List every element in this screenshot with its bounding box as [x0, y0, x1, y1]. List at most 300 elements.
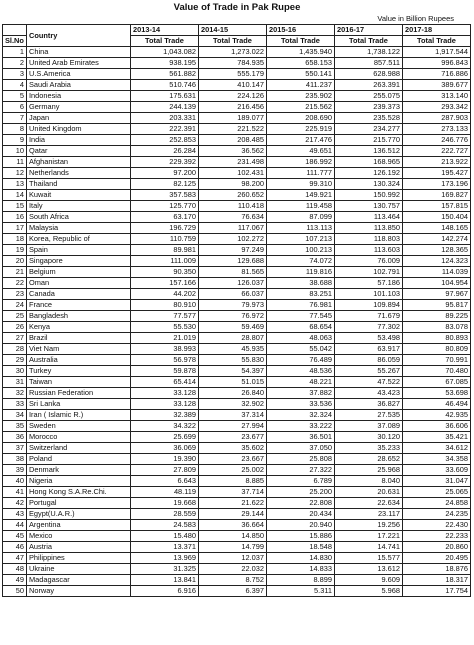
table-row [3, 432, 471, 443]
row-value: 27.809 [131, 465, 199, 476]
row-value: 89.981 [131, 245, 199, 256]
row-serial-number: 9 [3, 135, 27, 146]
row-value: 55.530 [131, 322, 199, 333]
row-value: 14.799 [199, 542, 267, 553]
row-country: Spain [27, 245, 131, 256]
row-value: 28.652 [335, 454, 403, 465]
row-value: 99.310 [267, 179, 335, 190]
row-value: 1,435.940 [267, 47, 335, 58]
row-value: 260.652 [199, 190, 267, 201]
row-value: 8.899 [267, 575, 335, 586]
row-value: 36.069 [131, 443, 199, 454]
row-serial-number: 43 [3, 509, 27, 520]
row-serial-number: 14 [3, 190, 27, 201]
row-value: 18.876 [403, 564, 471, 575]
table-row [3, 267, 471, 278]
row-value: 83.078 [403, 322, 471, 333]
row-value: 48.063 [267, 333, 335, 344]
row-country: Philippines [27, 553, 131, 564]
row-value: 33.536 [267, 399, 335, 410]
row-value: 102.431 [199, 168, 267, 179]
row-value: 114.039 [403, 267, 471, 278]
row-value: 224.126 [199, 91, 267, 102]
row-country: South Africa [27, 212, 131, 223]
row-value: 15.577 [335, 553, 403, 564]
table-row [3, 564, 471, 575]
row-value: 208.690 [267, 113, 335, 124]
row-value: 27.535 [335, 410, 403, 421]
row-value: 175.631 [131, 91, 199, 102]
row-value: 33.128 [131, 388, 199, 399]
row-value: 126.192 [335, 168, 403, 179]
row-value: 25.968 [335, 465, 403, 476]
row-value: 113.603 [335, 245, 403, 256]
row-country: Canada [27, 289, 131, 300]
row-value: 59.469 [199, 322, 267, 333]
table-row [3, 113, 471, 124]
row-value: 63.170 [131, 212, 199, 223]
row-serial-number: 7 [3, 113, 27, 124]
row-value: 35.602 [199, 443, 267, 454]
row-value: 48.119 [131, 487, 199, 498]
row-value: 21.019 [131, 333, 199, 344]
row-country: U.S.America [27, 69, 131, 80]
row-value: 235.528 [335, 113, 403, 124]
row-serial-number: 46 [3, 542, 27, 553]
row-country: Hong Kong S.A.Re.Chi. [27, 487, 131, 498]
row-serial-number: 15 [3, 201, 27, 212]
row-serial-number: 10 [3, 146, 27, 157]
row-country: Kuwait [27, 190, 131, 201]
table-row [3, 223, 471, 234]
row-country: Singapore [27, 256, 131, 267]
row-serial-number: 45 [3, 531, 27, 542]
row-value: 18.317 [403, 575, 471, 586]
row-value: 129.688 [199, 256, 267, 267]
row-value: 67.085 [403, 377, 471, 388]
table-row [3, 465, 471, 476]
header-total-trade: Total Trade [131, 36, 199, 47]
row-country: Norway [27, 586, 131, 597]
row-value: 287.903 [403, 113, 471, 124]
table-row [3, 212, 471, 223]
row-value: 150.404 [403, 212, 471, 223]
row-value: 22.233 [403, 531, 471, 542]
row-value: 54.397 [199, 366, 267, 377]
row-value: 98.200 [199, 179, 267, 190]
row-value: 27.322 [267, 465, 335, 476]
row-value: 113.850 [335, 223, 403, 234]
row-value: 36.827 [335, 399, 403, 410]
row-serial-number: 13 [3, 179, 27, 190]
table-row [3, 190, 471, 201]
row-serial-number: 6 [3, 102, 27, 113]
row-value: 109.894 [335, 300, 403, 311]
row-value: 117.067 [199, 223, 267, 234]
header-year: 2015-16 [267, 25, 335, 36]
header-total-trade: Total Trade [335, 36, 403, 47]
row-value: 83.251 [267, 289, 335, 300]
row-serial-number: 50 [3, 586, 27, 597]
row-country: Madagascar [27, 575, 131, 586]
row-serial-number: 29 [3, 355, 27, 366]
row-value: 80.910 [131, 300, 199, 311]
table-body [3, 47, 471, 597]
row-value: 215.770 [335, 135, 403, 146]
row-serial-number: 17 [3, 223, 27, 234]
table-row [3, 91, 471, 102]
row-value: 119.816 [267, 267, 335, 278]
row-country: Netherlands [27, 168, 131, 179]
row-country: Egypt(U.A.R.) [27, 509, 131, 520]
row-value: 45.935 [199, 344, 267, 355]
row-value: 222.391 [131, 124, 199, 135]
table-row [3, 124, 471, 135]
row-value: 195.427 [403, 168, 471, 179]
row-value: 110.759 [131, 234, 199, 245]
row-value: 1,043.082 [131, 47, 199, 58]
row-value: 51.015 [199, 377, 267, 388]
row-value: 38.993 [131, 344, 199, 355]
row-value: 22.634 [335, 498, 403, 509]
row-value: 59.878 [131, 366, 199, 377]
row-value: 32.389 [131, 410, 199, 421]
row-value: 136.512 [335, 146, 403, 157]
row-value: 938.195 [131, 58, 199, 69]
row-serial-number: 26 [3, 322, 27, 333]
row-value: 23.667 [199, 454, 267, 465]
row-country: Sri Lanka [27, 399, 131, 410]
row-country: Kenya [27, 322, 131, 333]
row-value: 6.643 [131, 476, 199, 487]
row-value: 63.917 [335, 344, 403, 355]
row-serial-number: 12 [3, 168, 27, 179]
row-value: 22.032 [199, 564, 267, 575]
row-value: 104.954 [403, 278, 471, 289]
row-value: 37.050 [267, 443, 335, 454]
row-value: 293.342 [403, 102, 471, 113]
row-value: 15.886 [267, 531, 335, 542]
row-value: 70.480 [403, 366, 471, 377]
row-value: 313.140 [403, 91, 471, 102]
row-country: United Arab Emirates [27, 58, 131, 69]
row-value: 47.522 [335, 377, 403, 388]
row-serial-number: 39 [3, 465, 27, 476]
row-value: 20.631 [335, 487, 403, 498]
row-country: Belgium [27, 267, 131, 278]
row-value: 150.992 [335, 190, 403, 201]
row-value: 8.040 [335, 476, 403, 487]
row-country: Viet Nam [27, 344, 131, 355]
row-country: Poland [27, 454, 131, 465]
row-value: 996.843 [403, 58, 471, 69]
row-value: 217.476 [267, 135, 335, 146]
row-value: 38.688 [267, 278, 335, 289]
row-value: 208.485 [199, 135, 267, 146]
row-value: 44.202 [131, 289, 199, 300]
row-value: 97.967 [403, 289, 471, 300]
row-value: 37.314 [199, 410, 267, 421]
row-value: 19.256 [335, 520, 403, 531]
row-country: Switzerland [27, 443, 131, 454]
table-row [3, 498, 471, 509]
row-value: 97.249 [199, 245, 267, 256]
row-serial-number: 31 [3, 377, 27, 388]
row-value: 48.536 [267, 366, 335, 377]
row-serial-number: 8 [3, 124, 27, 135]
row-serial-number: 30 [3, 366, 27, 377]
table-row [3, 80, 471, 91]
row-serial-number: 24 [3, 300, 27, 311]
row-value: 56.978 [131, 355, 199, 366]
row-value: 1,738.122 [335, 47, 403, 58]
table-row [3, 245, 471, 256]
row-value: 263.391 [335, 80, 403, 91]
header-country: Country [27, 25, 131, 47]
row-country: Korea, Republic of [27, 234, 131, 245]
table-row [3, 454, 471, 465]
row-value: 80.809 [403, 344, 471, 355]
row-value: 111.009 [131, 256, 199, 267]
row-value: 14.741 [335, 542, 403, 553]
row-value: 22.808 [267, 498, 335, 509]
row-value: 213.922 [403, 157, 471, 168]
trade-table [2, 24, 471, 597]
row-value: 19.390 [131, 454, 199, 465]
table-row [3, 344, 471, 355]
row-value: 12.037 [199, 553, 267, 564]
row-value: 20.860 [403, 542, 471, 553]
row-value: 70.991 [403, 355, 471, 366]
row-value: 77.577 [131, 311, 199, 322]
header-total-trade: Total Trade [267, 36, 335, 47]
row-value: 42.935 [403, 410, 471, 421]
table-row [3, 157, 471, 168]
row-value: 25.699 [131, 432, 199, 443]
row-value: 77.545 [267, 311, 335, 322]
row-value: 76.981 [267, 300, 335, 311]
table-row [3, 69, 471, 80]
row-value: 28.807 [199, 333, 267, 344]
row-value: 157.815 [403, 201, 471, 212]
header-total-trade: Total Trade [403, 36, 471, 47]
row-country: India [27, 135, 131, 146]
row-country: Japan [27, 113, 131, 124]
row-value: 8.752 [199, 575, 267, 586]
row-country: France [27, 300, 131, 311]
row-serial-number: 1 [3, 47, 27, 58]
row-serial-number: 22 [3, 278, 27, 289]
row-value: 25.065 [403, 487, 471, 498]
row-value: 76.009 [335, 256, 403, 267]
row-serial-number: 40 [3, 476, 27, 487]
row-value: 24.858 [403, 498, 471, 509]
row-serial-number: 11 [3, 157, 27, 168]
table-row [3, 542, 471, 553]
table-row [3, 201, 471, 212]
row-value: 21.622 [199, 498, 267, 509]
row-value: 857.511 [335, 58, 403, 69]
row-value: 25.808 [267, 454, 335, 465]
row-value: 113.113 [267, 223, 335, 234]
row-country: Ukraine [27, 564, 131, 575]
table-row [3, 47, 471, 58]
row-value: 125.770 [131, 201, 199, 212]
row-value: 33.609 [403, 465, 471, 476]
row-value: 13.841 [131, 575, 199, 586]
row-value: 68.654 [267, 322, 335, 333]
row-value: 410.147 [199, 80, 267, 91]
row-value: 5.968 [335, 586, 403, 597]
row-value: 6.789 [267, 476, 335, 487]
row-value: 231.498 [199, 157, 267, 168]
row-country: Thailand [27, 179, 131, 190]
row-country: Turkey [27, 366, 131, 377]
row-value: 19.668 [131, 498, 199, 509]
table-row [3, 168, 471, 179]
table-header [3, 25, 471, 47]
row-country: Iran ( Islamic R.) [27, 410, 131, 421]
row-value: 20.434 [267, 509, 335, 520]
row-value: 221.522 [199, 124, 267, 135]
row-country: United Kingdom [27, 124, 131, 135]
row-country: Oman [27, 278, 131, 289]
row-value: 79.973 [199, 300, 267, 311]
row-country: Australia [27, 355, 131, 366]
row-value: 35.233 [335, 443, 403, 454]
row-value: 107.213 [267, 234, 335, 245]
row-value: 550.141 [267, 69, 335, 80]
row-country: China [27, 47, 131, 58]
row-value: 111.777 [267, 168, 335, 179]
row-value: 229.392 [131, 157, 199, 168]
row-value: 716.886 [403, 69, 471, 80]
row-value: 9.609 [335, 575, 403, 586]
row-country: Brazil [27, 333, 131, 344]
row-country: Italy [27, 201, 131, 212]
header-serial-number: Sl.No [3, 36, 27, 47]
row-value: 14.850 [199, 531, 267, 542]
row-serial-number: 25 [3, 311, 27, 322]
row-serial-number: 44 [3, 520, 27, 531]
row-country: Sweden [27, 421, 131, 432]
row-serial-number: 38 [3, 454, 27, 465]
row-country: Taiwan [27, 377, 131, 388]
table-row [3, 476, 471, 487]
header-total-trade: Total Trade [199, 36, 267, 47]
row-value: 222.727 [403, 146, 471, 157]
row-country: Portugal [27, 498, 131, 509]
row-serial-number: 5 [3, 91, 27, 102]
row-value: 76.489 [267, 355, 335, 366]
row-value: 46.494 [403, 399, 471, 410]
row-value: 53.698 [403, 388, 471, 399]
row-value: 97.200 [131, 168, 199, 179]
row-value: 87.099 [267, 212, 335, 223]
row-value: 74.072 [267, 256, 335, 267]
row-country: Argentina [27, 520, 131, 531]
row-value: 101.103 [335, 289, 403, 300]
row-value: 34.612 [403, 443, 471, 454]
row-value: 20.495 [403, 553, 471, 564]
table-row [3, 388, 471, 399]
row-serial-number: 4 [3, 80, 27, 91]
row-value: 81.565 [199, 267, 267, 278]
row-value: 149.921 [267, 190, 335, 201]
row-value: 26.284 [131, 146, 199, 157]
row-value: 124.323 [403, 256, 471, 267]
table-row [3, 102, 471, 113]
row-value: 169.827 [403, 190, 471, 201]
table-row [3, 300, 471, 311]
row-value: 13.612 [335, 564, 403, 575]
row-value: 168.965 [335, 157, 403, 168]
row-value: 77.302 [335, 322, 403, 333]
row-country: Malaysia [27, 223, 131, 234]
row-value: 246.776 [403, 135, 471, 146]
table-row [3, 377, 471, 388]
row-country: Qatar [27, 146, 131, 157]
row-value: 128.365 [403, 245, 471, 256]
row-value: 6.916 [131, 586, 199, 597]
row-value: 90.350 [131, 267, 199, 278]
row-serial-number: 20 [3, 256, 27, 267]
row-value: 189.077 [199, 113, 267, 124]
row-value: 130.324 [335, 179, 403, 190]
row-value: 35.421 [403, 432, 471, 443]
row-value: 13.371 [131, 542, 199, 553]
row-value: 510.746 [131, 80, 199, 91]
row-value: 34.358 [403, 454, 471, 465]
table-row [3, 355, 471, 366]
row-value: 36.562 [199, 146, 267, 157]
row-value: 148.165 [403, 223, 471, 234]
row-value: 30.120 [335, 432, 403, 443]
row-serial-number: 23 [3, 289, 27, 300]
row-value: 32.324 [267, 410, 335, 421]
row-value: 658.153 [267, 58, 335, 69]
row-serial-number: 49 [3, 575, 27, 586]
table-row [3, 135, 471, 146]
row-serial-number: 35 [3, 421, 27, 432]
row-value: 100.213 [267, 245, 335, 256]
row-value: 102.791 [335, 267, 403, 278]
row-value: 6.397 [199, 586, 267, 597]
row-value: 157.166 [131, 278, 199, 289]
row-value: 37.089 [335, 421, 403, 432]
row-value: 252.853 [131, 135, 199, 146]
row-value: 36.606 [403, 421, 471, 432]
row-serial-number: 27 [3, 333, 27, 344]
row-value: 17.221 [335, 531, 403, 542]
row-value: 36.501 [267, 432, 335, 443]
row-country: Mexico [27, 531, 131, 542]
row-value: 215.562 [267, 102, 335, 113]
row-value: 357.583 [131, 190, 199, 201]
row-serial-number: 28 [3, 344, 27, 355]
row-country: Saudi Arabia [27, 80, 131, 91]
row-value: 76.634 [199, 212, 267, 223]
row-value: 23.677 [199, 432, 267, 443]
table-row [3, 278, 471, 289]
table-row [3, 289, 471, 300]
row-value: 203.331 [131, 113, 199, 124]
row-value: 43.423 [335, 388, 403, 399]
document-title: Value of Trade in Pak Rupee [173, 2, 301, 13]
row-value: 225.919 [267, 124, 335, 135]
row-value: 411.237 [267, 80, 335, 91]
header-blank-cell [3, 25, 27, 36]
